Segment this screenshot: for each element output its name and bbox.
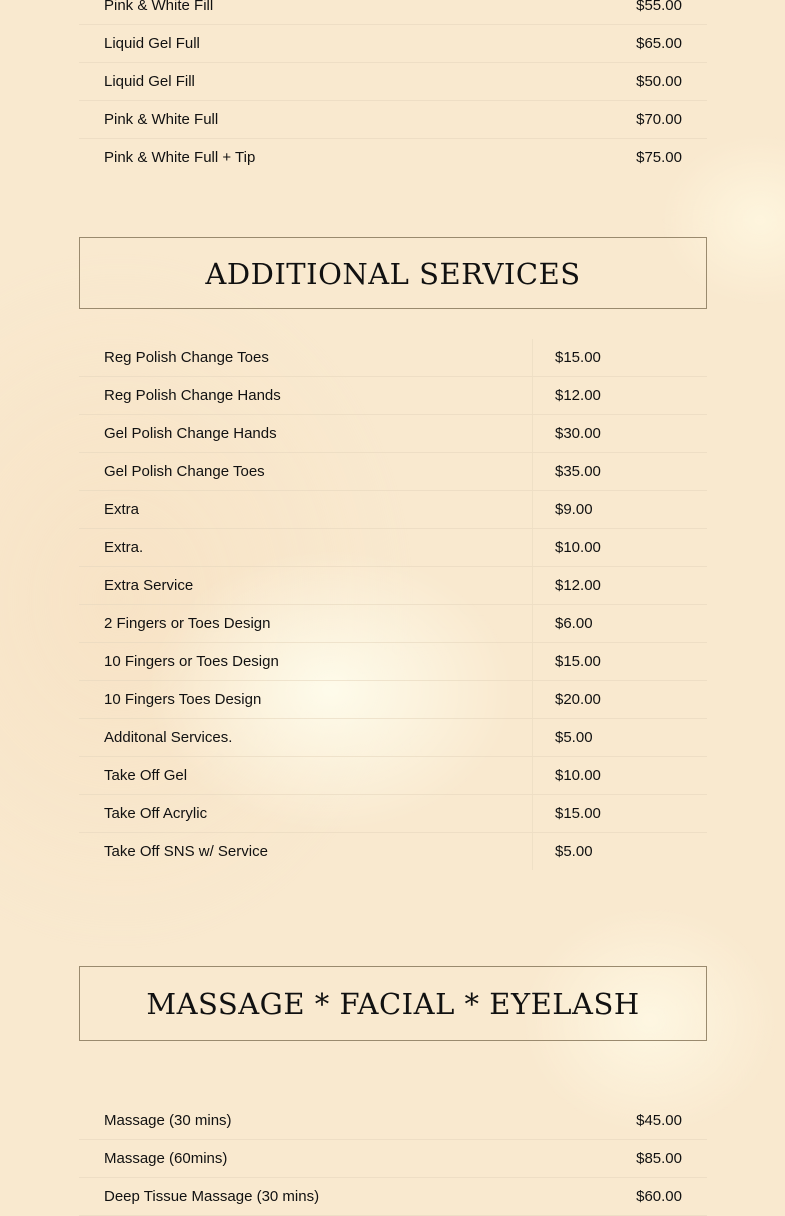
service-price: $45.00 [636,1112,682,1129]
service-price: $50.00 [636,73,682,90]
service-name: Extra [104,501,140,518]
price-row [79,63,707,101]
service-price: $75.00 [636,149,682,166]
price-row [79,1140,707,1178]
section-title: ADDITIONAL SERVICES [205,257,581,291]
section-title: MASSAGE * FACIAL * EYELASH [146,987,640,1021]
price-row [79,757,707,795]
service-price: $10.00 [555,767,601,784]
service-name: Massage (30 mins) [104,1112,232,1129]
price-row [79,681,707,719]
price-row [79,25,707,63]
service-price: $65.00 [636,35,682,52]
price-row [79,605,707,643]
service-price: $15.00 [555,653,601,670]
service-price: $15.00 [555,349,601,366]
price-row [79,833,707,870]
service-price: $6.00 [555,615,593,632]
service-name: 10 Fingers or Toes Design [104,653,279,670]
service-name: Pink & White Full [104,111,219,128]
price-row [79,643,707,681]
service-name: Take Off Acrylic [104,805,208,822]
price-row [79,529,707,567]
price-row [79,139,707,176]
service-price: $85.00 [636,1150,682,1167]
service-name: Take Off SNS w/ Service [104,843,268,860]
service-name: Additonal Services. [104,729,233,746]
service-name: Reg Polish Change Hands [104,387,281,404]
service-name: Gel Polish Change Hands [104,425,277,442]
service-name: Massage (60mins) [104,1150,228,1167]
price-row [79,567,707,605]
price-row [79,719,707,757]
service-name: Gel Polish Change Toes [104,463,265,480]
additional-services-header [79,237,707,309]
service-price: $15.00 [555,805,601,822]
service-name: 10 Fingers Toes Design [104,691,262,708]
service-name: Extra. [104,539,144,556]
price-row [79,339,707,377]
service-name: Pink & White Full + Tip [104,149,256,166]
service-price: $70.00 [636,111,682,128]
price-row [79,491,707,529]
massage-facial-eyelash-header [79,966,707,1041]
service-name: Extra Service [104,577,194,594]
service-price: $10.00 [555,539,601,556]
additional-services-list [79,339,707,870]
service-price: $5.00 [555,729,593,746]
service-price: $9.00 [555,501,593,518]
service-name: 2 Fingers or Toes Design [104,615,271,632]
service-name: Liquid Gel Fill [104,73,195,90]
service-name: Deep Tissue Massage (30 mins) [104,1188,320,1205]
price-row [79,1102,707,1140]
service-price: $20.00 [555,691,601,708]
service-price: $12.00 [555,387,601,404]
service-price: $55.00 [636,0,682,14]
price-row [79,1178,707,1216]
massage-price-list [79,1102,707,1216]
service-name: Reg Polish Change Toes [104,349,269,366]
service-price: $30.00 [555,425,601,442]
service-name: Pink & White Fill [104,0,214,14]
service-price: $12.00 [555,577,601,594]
nail-price-list [79,0,707,176]
price-row [79,377,707,415]
service-price: $5.00 [555,843,593,860]
price-row [79,101,707,139]
service-price: $60.00 [636,1188,682,1205]
service-name: Take Off Gel [104,767,188,784]
price-row [79,453,707,491]
price-row [79,795,707,833]
service-price: $35.00 [555,463,601,480]
price-row [79,415,707,453]
service-name: Liquid Gel Full [104,35,200,52]
price-row [79,0,707,25]
